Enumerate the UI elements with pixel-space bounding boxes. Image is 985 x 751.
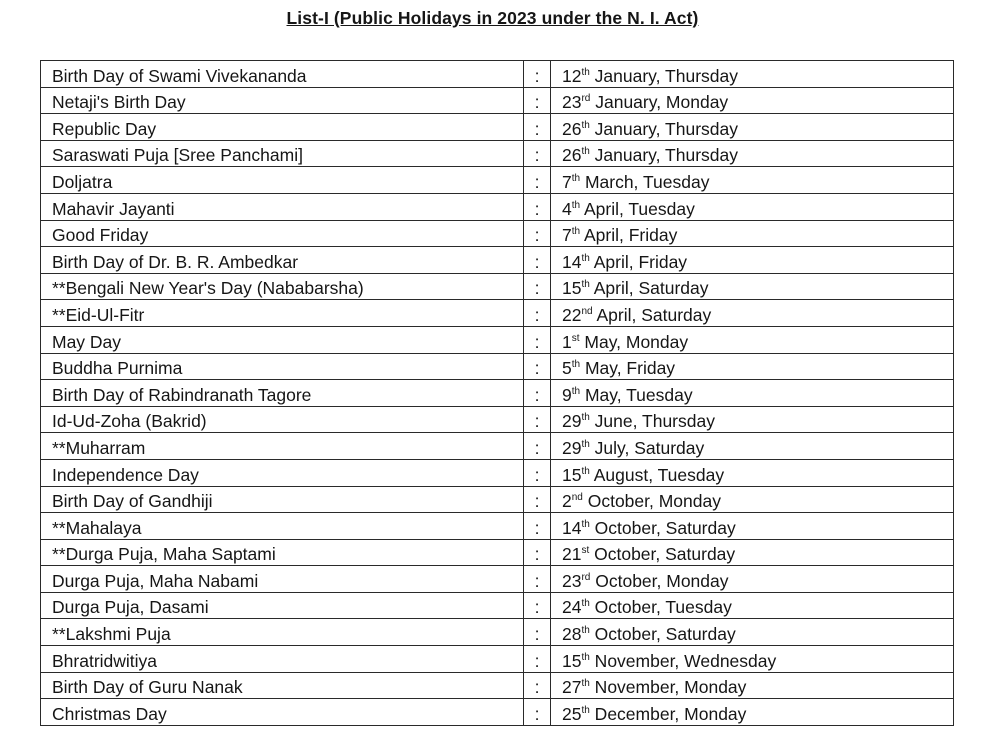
holiday-date [551, 167, 954, 194]
separator-colon: : [524, 167, 551, 194]
holiday-date [551, 300, 954, 327]
table-row [41, 380, 954, 407]
date-day: 28 [562, 624, 582, 645]
table-row [41, 220, 954, 247]
table-row [41, 87, 954, 114]
date-day: 15 [562, 278, 582, 299]
holiday-name: Doljatra [41, 167, 524, 194]
holiday-date [551, 273, 954, 300]
date-day: 15 [562, 650, 582, 671]
separator-colon: : [524, 61, 551, 88]
holiday-date [551, 566, 954, 593]
holiday-date [551, 380, 954, 407]
holiday-name: Netaji's Birth Day [41, 87, 524, 114]
date-month-weekday: October, Tuesday [589, 597, 732, 618]
holiday-name: **Bengali New Year's Day (Nababarsha) [41, 273, 524, 300]
date-day: 4 [562, 198, 572, 219]
date-ordinal-suffix: st [571, 332, 580, 344]
date-ordinal-suffix: rd [581, 93, 591, 105]
holiday-name: Durga Puja, Dasami [41, 592, 524, 619]
holiday-date [551, 513, 954, 540]
date-ordinal-suffix: th [571, 226, 581, 238]
date-day: 26 [562, 145, 582, 166]
date-day: 2 [562, 491, 572, 512]
date-ordinal-suffix: th [581, 625, 590, 637]
date-ordinal-suffix: th [571, 199, 581, 211]
date-month-weekday: October, Monday [582, 491, 721, 512]
date-day: 23 [562, 92, 582, 113]
holiday-name: Durga Puja, Maha Nabami [41, 566, 524, 593]
table-row [41, 433, 954, 460]
date-day: 29 [562, 437, 582, 458]
separator-colon: : [524, 433, 551, 460]
separator-colon: : [524, 406, 551, 433]
date-month-weekday: April, Friday [589, 251, 688, 272]
holiday-name: May Day [41, 326, 524, 353]
date-ordinal-suffix: th [571, 172, 581, 184]
date-month-weekday: March, Tuesday [580, 171, 710, 192]
date-day: 14 [562, 517, 582, 538]
date-day: 12 [562, 65, 582, 86]
table-row [41, 672, 954, 699]
date-ordinal-suffix: th [581, 146, 590, 158]
date-ordinal-suffix: th [581, 279, 590, 291]
holiday-name: Republic Day [41, 114, 524, 141]
holiday-date [551, 193, 954, 220]
date-day: 7 [562, 171, 572, 192]
separator-colon: : [524, 699, 551, 726]
date-ordinal-suffix: th [571, 385, 581, 397]
date-day: 5 [562, 358, 572, 379]
holiday-date [551, 114, 954, 141]
separator-colon: : [524, 114, 551, 141]
separator-colon: : [524, 619, 551, 646]
table-row [41, 566, 954, 593]
separator-colon: : [524, 220, 551, 247]
table-row [41, 459, 954, 486]
date-ordinal-suffix: nd [571, 492, 583, 504]
separator-colon: : [524, 646, 551, 673]
holiday-date [551, 539, 954, 566]
holiday-name: Birth Day of Gandhiji [41, 486, 524, 513]
separator-colon: : [524, 247, 551, 274]
table-row [41, 273, 954, 300]
table-row [41, 513, 954, 540]
holiday-date [551, 699, 954, 726]
separator-colon: : [524, 193, 551, 220]
table-row [41, 592, 954, 619]
holiday-date [551, 592, 954, 619]
date-day: 21 [562, 544, 582, 565]
date-ordinal-suffix: th [581, 412, 590, 424]
holiday-date [551, 61, 954, 88]
date-month-weekday: January, Thursday [589, 118, 738, 139]
date-month-weekday: October, Saturday [589, 517, 736, 538]
date-day: 29 [562, 411, 582, 432]
holiday-date [551, 353, 954, 380]
separator-colon: : [524, 459, 551, 486]
date-month-weekday: May, Friday [580, 358, 676, 379]
holiday-date [551, 486, 954, 513]
date-month-weekday: October, Monday [590, 570, 729, 591]
holiday-name: **Eid-Ul-Fitr [41, 300, 524, 327]
separator-colon: : [524, 326, 551, 353]
table-row [41, 114, 954, 141]
date-month-weekday: November, Wednesday [589, 650, 777, 671]
holiday-name: Buddha Purnima [41, 353, 524, 380]
date-month-weekday: May, Monday [579, 331, 689, 352]
separator-colon: : [524, 513, 551, 540]
separator-colon: : [524, 592, 551, 619]
date-month-weekday: January, Thursday [589, 145, 738, 166]
date-month-weekday: July, Saturday [589, 437, 705, 458]
separator-colon: : [524, 486, 551, 513]
table-row [41, 247, 954, 274]
holiday-name: **Muharram [41, 433, 524, 460]
holiday-date [551, 433, 954, 460]
holiday-date [551, 247, 954, 274]
holiday-table [40, 60, 954, 726]
holiday-name: Christmas Day [41, 699, 524, 726]
date-month-weekday: October, Saturday [589, 624, 736, 645]
date-ordinal-suffix: th [581, 598, 590, 610]
date-ordinal-suffix: th [581, 438, 590, 450]
holiday-name: Bhratridwitiya [41, 646, 524, 673]
holiday-date [551, 87, 954, 114]
separator-colon: : [524, 672, 551, 699]
table-row [41, 406, 954, 433]
date-month-weekday: April, Saturday [589, 278, 709, 299]
date-ordinal-suffix: th [581, 252, 590, 264]
table-row [41, 646, 954, 673]
table-row [41, 353, 954, 380]
holiday-name: Birth Day of Guru Nanak [41, 672, 524, 699]
holiday-name: Birth Day of Rabindranath Tagore [41, 380, 524, 407]
date-day: 14 [562, 251, 582, 272]
holiday-name: Birth Day of Swami Vivekananda [41, 61, 524, 88]
date-month-weekday: January, Thursday [589, 65, 738, 86]
date-ordinal-suffix: st [581, 545, 590, 557]
table-row [41, 326, 954, 353]
date-day: 23 [562, 570, 582, 591]
holiday-date [551, 646, 954, 673]
separator-colon: : [524, 140, 551, 167]
table-row [41, 539, 954, 566]
date-ordinal-suffix: rd [581, 571, 591, 583]
date-ordinal-suffix: th [581, 518, 590, 530]
holiday-date [551, 220, 954, 247]
date-month-weekday: April, Friday [580, 225, 678, 246]
holiday-name: Saraswati Puja [Sree Panchami] [41, 140, 524, 167]
holiday-name: **Lakshmi Puja [41, 619, 524, 646]
date-day: 15 [562, 464, 582, 485]
holiday-date [551, 406, 954, 433]
date-ordinal-suffix: th [581, 66, 590, 78]
separator-colon: : [524, 353, 551, 380]
holiday-name: **Mahalaya [41, 513, 524, 540]
date-month-weekday: April, Saturday [592, 304, 712, 325]
date-month-weekday: June, Thursday [589, 411, 715, 432]
date-ordinal-suffix: th [581, 465, 590, 477]
table-row [41, 699, 954, 726]
date-day: 7 [562, 225, 572, 246]
date-month-weekday: October, Saturday [589, 544, 736, 565]
holiday-name: Id-Ud-Zoha (Bakrid) [41, 406, 524, 433]
date-ordinal-suffix: th [581, 678, 590, 690]
date-day: 27 [562, 677, 582, 698]
separator-colon: : [524, 300, 551, 327]
date-day: 9 [562, 384, 572, 405]
date-ordinal-suffix: nd [581, 305, 593, 317]
holiday-name: **Durga Puja, Maha Saptami [41, 539, 524, 566]
date-month-weekday: November, Monday [589, 677, 747, 698]
holiday-name: Independence Day [41, 459, 524, 486]
table-row [41, 193, 954, 220]
date-month-weekday: December, Monday [589, 703, 747, 724]
date-day: 25 [562, 703, 582, 724]
date-month-weekday: April, Tuesday [580, 198, 695, 219]
date-ordinal-suffix: th [581, 704, 590, 716]
table-row [41, 300, 954, 327]
table-row [41, 486, 954, 513]
date-month-weekday: January, Monday [590, 92, 729, 113]
separator-colon: : [524, 566, 551, 593]
date-ordinal-suffix: th [581, 119, 590, 131]
separator-colon: : [524, 539, 551, 566]
table-row [41, 140, 954, 167]
date-day: 1 [562, 331, 572, 352]
holiday-date [551, 672, 954, 699]
holiday-name: Birth Day of Dr. B. R. Ambedkar [41, 247, 524, 274]
date-ordinal-suffix: th [581, 651, 590, 663]
date-month-weekday: May, Tuesday [580, 384, 693, 405]
table-row [41, 167, 954, 194]
holiday-date [551, 619, 954, 646]
holiday-date [551, 326, 954, 353]
holiday-name: Mahavir Jayanti [41, 193, 524, 220]
separator-colon: : [524, 87, 551, 114]
page-title: List-I (Public Holidays in 2023 under the N. I. Act) [286, 8, 699, 28]
holiday-table-body [41, 61, 954, 726]
date-day: 22 [562, 304, 582, 325]
holiday-date [551, 459, 954, 486]
date-month-weekday: August, Tuesday [589, 464, 725, 485]
separator-colon: : [524, 380, 551, 407]
date-day: 26 [562, 118, 582, 139]
table-row [41, 61, 954, 88]
holiday-name: Good Friday [41, 220, 524, 247]
holiday-date [551, 140, 954, 167]
table-row [41, 619, 954, 646]
date-day: 24 [562, 597, 582, 618]
separator-colon: : [524, 273, 551, 300]
date-ordinal-suffix: th [571, 359, 581, 371]
